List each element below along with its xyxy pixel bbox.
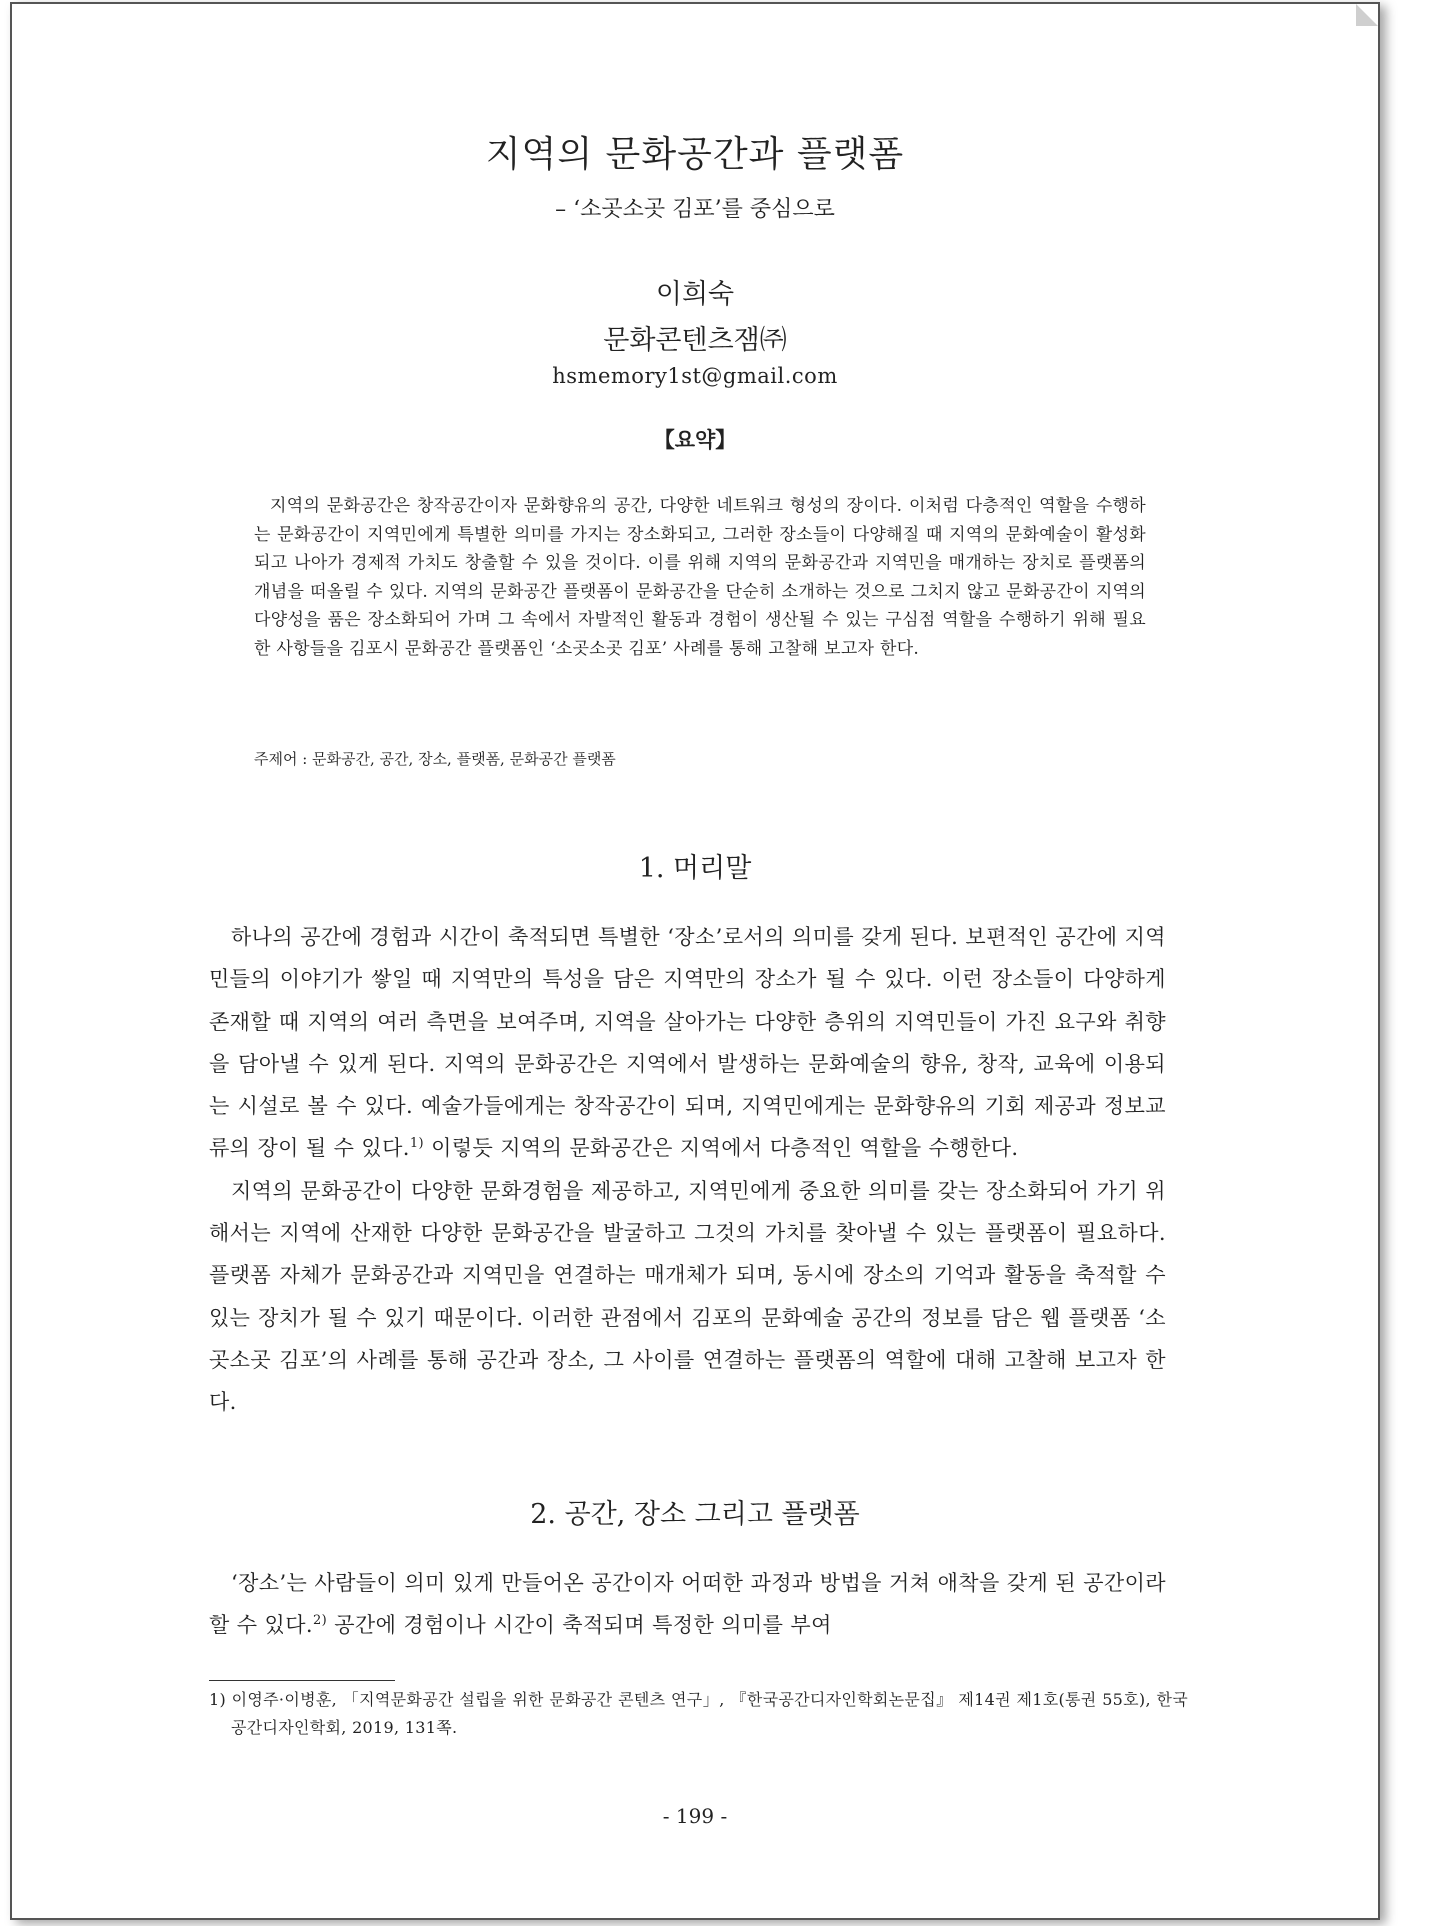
abstract-heading: 【요약】 [653,427,737,452]
section-2-paragraph-1 [209,1562,1166,1647]
section-1-heading: 1. 머리말 [638,853,752,884]
keywords: 주제어 : 문화공간, 공간, 장소, 플랫폼, 문화공간 플랫폼 [254,750,616,768]
author-name: 이희숙 [655,279,735,310]
paper-subtitle: – ‘소곳소곳 김포’를 중심으로 [555,197,835,222]
section-2-p1-text-a: ‘장소’는 사람들이 의미 있게 만들어온 공간이자 어떠한 과정과 방법을 거쳐 애착을 갖게 된 공간이라 할 수 있다. [209,1571,1166,1638]
abstract-text: 지역의 문화공간은 창작공간이자 문화향유의 공간, 다양한 네트워크 형성의 장이다. 이처럼 다층적인 역할을 수행하는 문화공간이 지역민에게 특별한 의미를 가지는 장소화되고, 그러한 장소들이 다양해질 때 지역의 문화예술이 활성화되고 나아가 경제적 가치도 창출할 수 있을 것이다. 이를 위해 지역의 문화공간과 지역민을 매개하는 장치로 플랫폼의 개념을 떠올릴 수 있다. 지역의 문화공간 플랫폼이 문화공간을 단순히 소개하는 것으로 그치지 않고 문화공간이 지역의 다양성을 품은 장소화되어 가며 그 속에서 자발적인 활동과 경험이 생산될 수 있는 구심점 역할을 수행하기 위해 필요한 사항들을 김포시 문화공간 플랫폼인 ‘소곳소곳 김포’ 사례를 통해 고찰해 보고자 한다. [254,496,1146,659]
footnote-ref-1: 1) [409,1136,425,1152]
footnote-1: 1) 이영주·이병훈, 「지역문화공간 설립을 위한 문화공간 콘텐츠 연구」, 『한국공간디자인학회논문집』 제14권 제1호(통권 55호), 한국공간디자인학회, 2019, 131쪽. [209,1690,1188,1737]
footnote-ref-2: 2) [312,1613,328,1629]
document-page [10,2,1380,1920]
section-2-heading: 2. 공간, 장소 그리고 플랫폼 [530,1499,860,1530]
page-fold-corner [1356,4,1378,26]
author-email: hsmemory1st@gmail.com [552,364,838,388]
section-1-p1-text-b: 이렇듯 지역의 문화공간은 지역에서 다층적인 역할을 수행한다. [424,1136,1019,1161]
section-1-body [209,916,1166,1424]
section-1-paragraph-1 [209,916,1166,1170]
page-number: - 199 - [662,1804,728,1828]
footnote-divider [209,1680,395,1681]
section-1-p1-text-a: 하나의 공간에 경험과 시간이 축적되면 특별한 ‘장소’로서의 의미를 갖게 된다. 보편적인 공간에 지역민들의 이야기가 쌓일 때 지역만의 특성을 담은 지역만의 장소가 될 수 있다. 이런 장소들이 다양하게 존재할 때 지역의 여러 측면을 보여주며, 지역을 살아가는 다양한 층위의 지역민들이 가진 요구와 취향을 담아낼 수 있게 된다. 지역의 문화공간은 지역에서 발생하는 문화예술의 향유, 창작, 교육에 이용되는 시설로 볼 수 있다. 예술가들에게는 창작공간이 되며, 지역민에게는 문화향유의 기회 제공과 정보교류의 장이 될 수 있다. [209,925,1166,1161]
section-2-p1-text-b: 공간에 경험이나 시간이 축적되며 특정한 의미를 부여 [327,1613,832,1638]
author-affiliation: 문화콘텐츠잼㈜ [603,325,787,356]
paper-title: 지역의 문화공간과 플랫폼 [485,134,905,175]
section-1-paragraph-2: 지역의 문화공간이 다양한 문화경험을 제공하고, 지역민에게 중요한 의미를 갖는 장소화되어 가기 위해서는 지역에 산재한 다양한 문화공간을 발굴하고 그것의 가치를 찾아낼 수 있는 플랫폼이 필요하다. 플랫폼 자체가 문화공간과 지역민을 연결하는 매개체가 되며, 동시에 장소의 기억과 활동을 축적할 수 있는 장치가 될 수 있기 때문이다. 이러한 관점에서 김포의 문화예술 공간의 정보를 담은 웹 플랫폼 ‘소곳소곳 김포’의 사례를 통해 공간과 장소, 그 사이를 연결하는 플랫폼의 역할에 대해 고찰해 보고자 한다. [209,1178,1166,1415]
section-2-body [209,1562,1166,1647]
